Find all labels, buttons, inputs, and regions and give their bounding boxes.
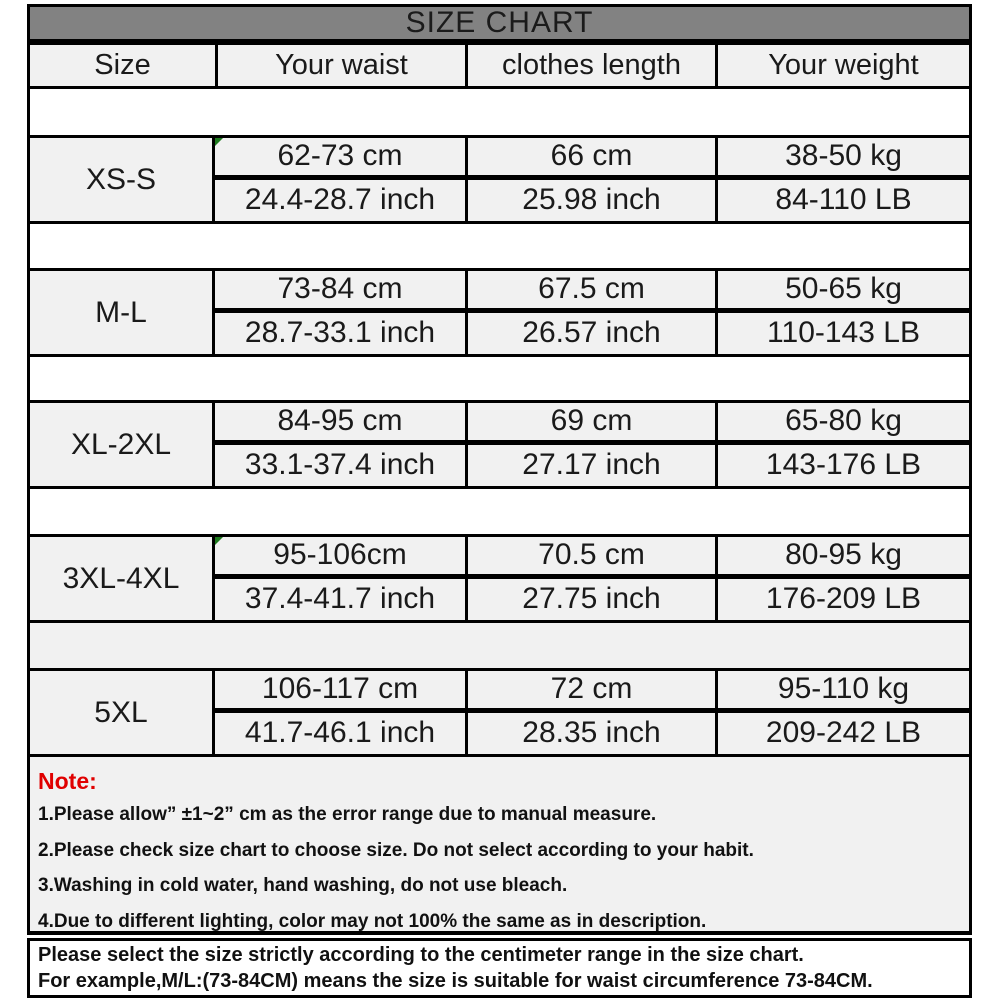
waist-cm: 84-95 cm [215, 400, 465, 445]
length-inch: 26.57 inch [465, 313, 715, 358]
spacer-row [27, 89, 972, 135]
note-label: Note: [38, 768, 97, 794]
size-label: 5XL [27, 668, 215, 757]
weight-lb: 110-143 LB [715, 313, 972, 358]
waist-inch: 37.4-41.7 inch [215, 579, 465, 624]
size-group-xs-s [27, 135, 972, 224]
waist-inch: 33.1-37.4 inch [215, 445, 465, 490]
weight-kg: 80-95 kg [715, 534, 972, 579]
header-your-waist: Your waist [215, 42, 465, 89]
spacer-row [27, 623, 972, 668]
waist-cm: 106-117 cm [215, 668, 465, 713]
size-label: 3XL-4XL [27, 534, 215, 623]
header-your-weight: Your weight [715, 42, 972, 89]
note-line-1: 1.Please allow” ±1~2” cm as the error range due to manual measure. [38, 804, 657, 825]
weight-kg: 65-80 kg [715, 400, 972, 445]
weight-kg: 95-110 kg [715, 668, 972, 713]
length-cm: 66 cm [465, 135, 715, 180]
note-line-2: 2.Please check size chart to choose size. Do not select according to your habit. [38, 839, 754, 861]
size-group-5xl [27, 668, 972, 757]
table-header-row [27, 42, 972, 89]
footer-instructions [27, 938, 972, 998]
footer-line-1: Please select the size strictly according to the centimeter range in the size chart. [38, 944, 804, 966]
length-inch: 28.35 inch [465, 713, 715, 758]
weight-kg: 38-50 kg [715, 135, 972, 180]
length-inch: 25.98 inch [465, 180, 715, 225]
size-group-xl-2xl [27, 400, 972, 489]
waist-cm: 62-73 cm [215, 135, 465, 180]
size-group-3xl-4xl [27, 534, 972, 623]
chart-title-bar [27, 4, 972, 42]
length-cm: 72 cm [465, 668, 715, 713]
spacer-row [27, 489, 972, 534]
weight-lb: 209-242 LB [715, 713, 972, 758]
size-label: M-L [27, 268, 215, 357]
size-label: XL-2XL [27, 400, 215, 489]
length-inch: 27.75 inch [465, 579, 715, 624]
header-clothes-length: clothes length [465, 42, 715, 89]
cell-corner-mark [215, 138, 223, 146]
footer-line-2: For example,M/L:(73-84CM) means the size is suitable for waist circumference 73-84CM. [38, 970, 873, 992]
length-cm: 70.5 cm [465, 534, 715, 579]
waist-cm: 95-106cm [215, 534, 465, 579]
weight-kg: 50-65 kg [715, 268, 972, 313]
waist-inch: 41.7-46.1 inch [215, 713, 465, 758]
waist-cm: 73-84 cm [215, 268, 465, 313]
size-chart-sheet [27, 4, 972, 998]
note-section [27, 757, 972, 935]
weight-lb: 84-110 LB [715, 180, 972, 225]
spacer-row [27, 357, 972, 400]
header-size: Size [27, 42, 215, 89]
waist-inch: 28.7-33.1 inch [215, 313, 465, 358]
length-cm: 69 cm [465, 400, 715, 445]
note-line-4: 4.Due to different lighting, color may not 100% the same as in description. [38, 910, 707, 932]
weight-lb: 176-209 LB [715, 579, 972, 624]
note-line-3: 3.Washing in cold water, hand washing, do not use bleach. [38, 875, 568, 896]
waist-inch: 24.4-28.7 inch [215, 180, 465, 225]
length-inch: 27.17 inch [465, 445, 715, 490]
spacer-row [27, 224, 972, 268]
chart-title: SIZE CHART [405, 6, 594, 39]
size-label: XS-S [27, 135, 215, 224]
weight-lb: 143-176 LB [715, 445, 972, 490]
size-group-m-l [27, 268, 972, 357]
cell-corner-mark [215, 537, 223, 545]
length-cm: 67.5 cm [465, 268, 715, 313]
